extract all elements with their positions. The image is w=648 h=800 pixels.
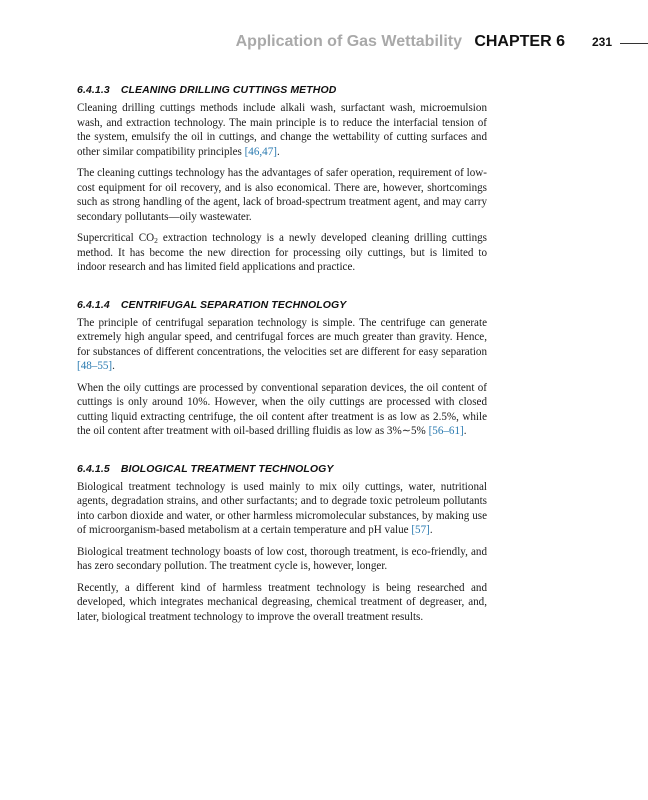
page-body: [77, 84, 487, 648]
paragraph: Recently, a different kind of harmless treatment technology is being researched and developed, which integrates mechanical degreasing, chemical treatment of degreaser, and, later, biological treatment technology to improve the overall treatment results.: [77, 581, 487, 623]
citation-link[interactable]: [46,47]: [244, 145, 277, 158]
paragraph: [77, 316, 487, 374]
page-number: 231: [592, 35, 613, 49]
paragraph: [77, 231, 487, 275]
section-number: 6.4.1.4: [77, 298, 110, 311]
section-title: BIOLOGICAL TREATMENT TECHNOLOGY: [120, 462, 334, 475]
section-number: 6.4.1.5: [77, 462, 110, 475]
page-header: [0, 30, 648, 56]
paragraph-end: .: [276, 145, 280, 158]
paragraph: [77, 381, 487, 439]
paragraph-text: Cleaning drilling cuttings methods include alkali wash, surfactant wash, microemulsion wash, and extraction technology. The main principle is to reduce the interfacial tension of the system, emulsify the oil in cuttings, and change the wettability of cutting surfaces and other similar compatibility principles: [77, 102, 487, 158]
paragraph-end: .: [429, 524, 433, 536]
paragraph-end: .: [112, 360, 115, 372]
section-number: 6.4.1.3: [77, 84, 110, 96]
citation-link[interactable]: [56–61]: [428, 425, 464, 437]
section-title: CENTRIFUGAL SEPARATION TECHNOLOGY: [120, 298, 347, 311]
paragraph-text: The principle of centrifugal separation technology is simple. The centrifuge can generate extremely high angular speed, and centrifugal forces are much greater than gravity. Hence, for substances of different concentrations, the velocities set are different for easy separation: [77, 316, 487, 358]
subscript: 2: [154, 236, 158, 245]
chapter-label: CHAPTER 6: [474, 33, 565, 50]
citation-link[interactable]: [57]: [411, 524, 430, 536]
paragraph-text: Biological treatment technology is used mainly to mix oily cuttings, water, nutritional agents, degradation strains, and other surfactants; and to degrade toxic petroleum pollutants into carbon dioxide and water, or other harmless micromolecular substances, by making use of microorganism-based metabolism at a certain temperature and pH value: [77, 480, 487, 536]
header-rule: [620, 43, 648, 44]
section-title: CLEANING DRILLING CUTTINGS METHOD: [120, 84, 337, 96]
paragraph: [77, 480, 487, 538]
paragraph-text: When the oily cuttings are processed by conventional separation devices, the oil content of cuttings is only around 10%. However, when the oily cuttings are processed with closed cutting liquid extracting centrifuge, the oil content after treatment is as low as 2.5%, while the oil content after treatment with oil-based drilling fluidis as low as 3%∼5%: [77, 381, 487, 437]
section-heading: [77, 84, 487, 96]
paragraph: Biological treatment technology boasts of low cost, thorough treatment, is eco-friendly, and has zero secondary pollution. The treatment cycle is, however, longer.: [77, 545, 487, 572]
section-heading: [77, 463, 487, 475]
citation-link[interactable]: [48–55]: [77, 360, 113, 372]
paragraph-text: extraction technology is a newly developed cleaning drilling cuttings method. It has become the new direction for processing oily cuttings, but is limited to indoor research and has limited field applications and practice.: [77, 232, 487, 273]
section-cleaning-drilling-cuttings: [77, 84, 487, 275]
paragraph: The cleaning cuttings technology has the advantages of safer operation, requirement of low-cost equipment for oil recovery, and is also economical. There are, however, shortcomings such as strong handling of the agent, lack of broad-spectrum treatment agent, and may carry secondary pollutants—oily wastewater.: [77, 167, 487, 223]
section-heading: [77, 299, 487, 311]
section-centrifugal-separation: [77, 299, 487, 439]
section-biological-treatment: [77, 463, 487, 625]
paragraph: [77, 101, 487, 159]
paragraph-text: Supercritical CO: [77, 232, 155, 244]
paragraph-end: .: [463, 425, 467, 437]
running-title: Application of Gas Wettability: [235, 33, 462, 50]
